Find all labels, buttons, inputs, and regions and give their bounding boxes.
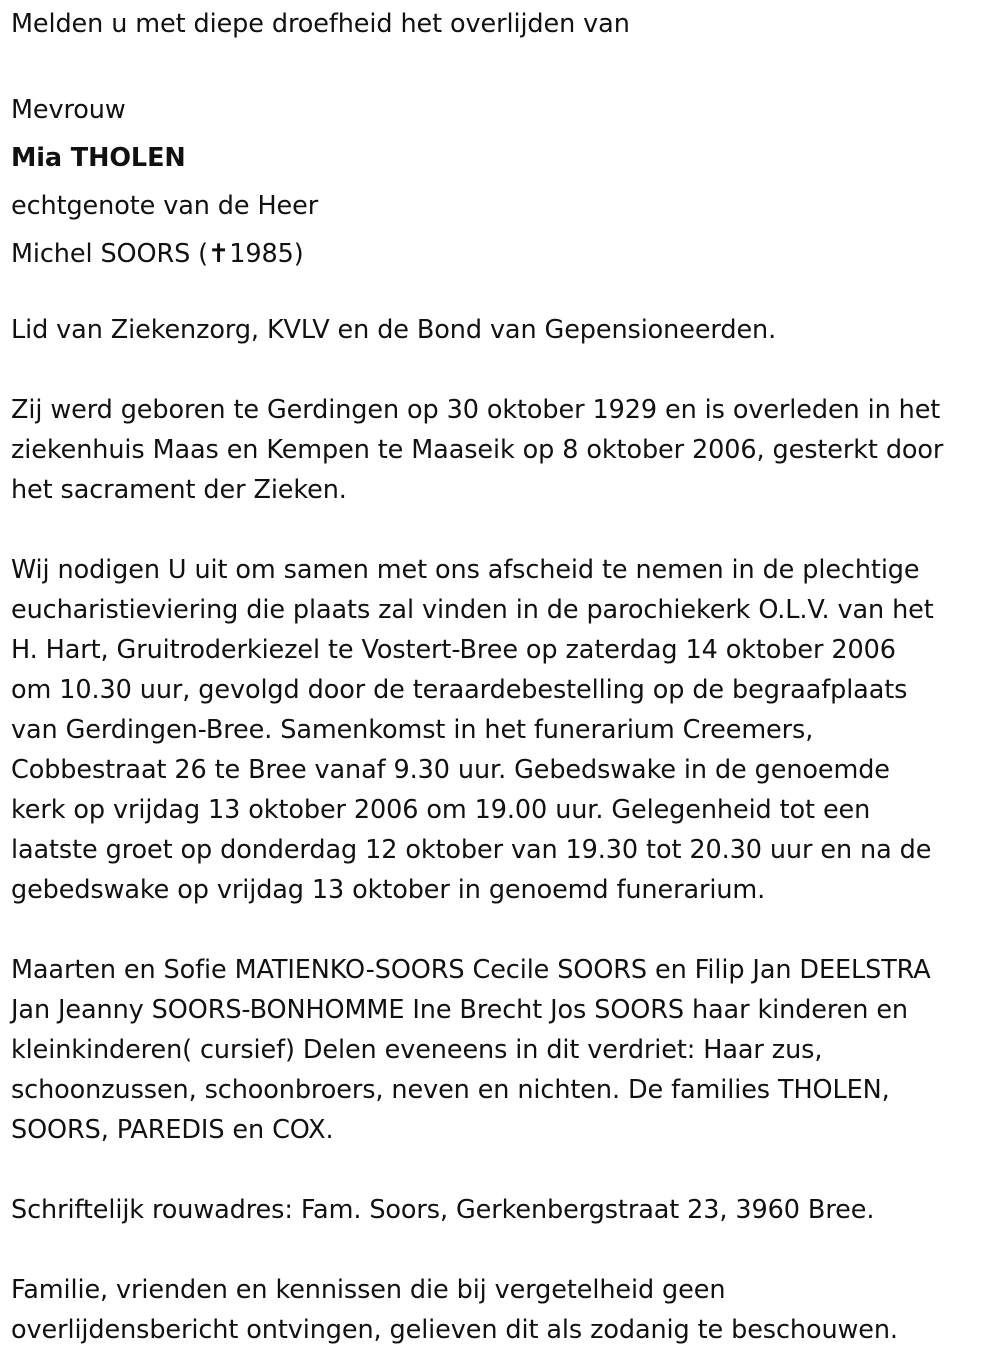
- paragraph-line: Jan Jeanny SOORS-BONHOMME Ine Brecht Jos SOORS haar kinderen en: [11, 995, 908, 1025]
- paragraph-line: gebedswake op vrijdag 13 oktober in genoemd funerarium.: [11, 875, 766, 905]
- paragraph-line: het sacrament der Zieken.: [11, 475, 347, 505]
- paragraph-line: eucharistieviering die plaats zal vinden in de parochiekerk O.L.V. van het: [11, 595, 934, 625]
- intro-text: [11, 4, 630, 44]
- spouse-name: Michel SOORS (✝1985): [11, 239, 304, 269]
- paragraph-line: van Gerdingen-Bree. Samenkomst in het funerarium Creemers,: [11, 715, 814, 745]
- paragraph-line: H. Hart, Gruitroderkiezel te Vostert-Bree op zaterdag 14 oktober 2006: [11, 635, 896, 665]
- birth-death-paragraph: [11, 390, 943, 510]
- paragraph-line: overlijdensbericht ontvingen, gelieven dit als zodanig te beschouwen.: [11, 1315, 898, 1345]
- closing-note-paragraph: [11, 1270, 898, 1350]
- paragraph-line: om 10.30 uur, gevolgd door de teraardebestelling op de begraafplaats: [11, 675, 908, 705]
- paragraph-line: kerk op vrijdag 13 oktober 2006 om 19.00 uur. Gelegenheid tot een: [11, 795, 871, 825]
- paragraph-line: Maarten en Sofie MATIENKO-SOORS Cecile SOORS en Filip Jan DEELSTRA: [11, 955, 931, 985]
- paragraph-line: Familie, vrienden en kennissen die bij vergetelheid geen: [11, 1275, 726, 1305]
- paragraph-line: laatste groet op donderdag 12 oktober van 19.30 tot 20.30 uur en na de: [11, 835, 932, 865]
- deceased-name: Mia THOLEN: [11, 143, 186, 173]
- relation-text: echtgenote van de Heer: [11, 191, 319, 221]
- paragraph-line: Schriftelijk rouwadres: Fam. Soors, Gerkenbergstraat 23, 3960 Bree.: [11, 1195, 875, 1225]
- invitation-paragraph: [11, 550, 934, 910]
- address-paragraph: [11, 1190, 874, 1230]
- paragraph-line: SOORS, PAREDIS en COX.: [11, 1115, 334, 1145]
- intro-line: Melden u met diepe droefheid het overlijden van: [11, 9, 630, 39]
- paragraph-line: schoonzussen, schoonbroers, neven en nichten. De families THOLEN,: [11, 1075, 890, 1105]
- deceased-block: [11, 86, 318, 278]
- paragraph-line: Wij nodigen U uit om samen met ons afscheid te nemen in de plechtige: [11, 555, 920, 585]
- membership-paragraph: [11, 310, 776, 350]
- salutation: Mevrouw: [11, 95, 126, 125]
- paragraph-line: Lid van Ziekenzorg, KVLV en de Bond van Gepensioneerden.: [11, 315, 777, 345]
- family-paragraph: [11, 950, 931, 1150]
- paragraph-line: Cobbestraat 26 te Bree vanaf 9.30 uur. Gebedswake in de genoemde: [11, 755, 890, 785]
- paragraph-line: ziekenhuis Maas en Kempen te Maaseik op 8 oktober 2006, gesterkt door: [11, 435, 944, 465]
- paragraph-line: Zij werd geboren te Gerdingen op 30 oktober 1929 en is overleden in het: [11, 395, 941, 425]
- paragraph-line: kleinkinderen( cursief) Delen eveneens in dit verdriet: Haar zus,: [11, 1035, 823, 1065]
